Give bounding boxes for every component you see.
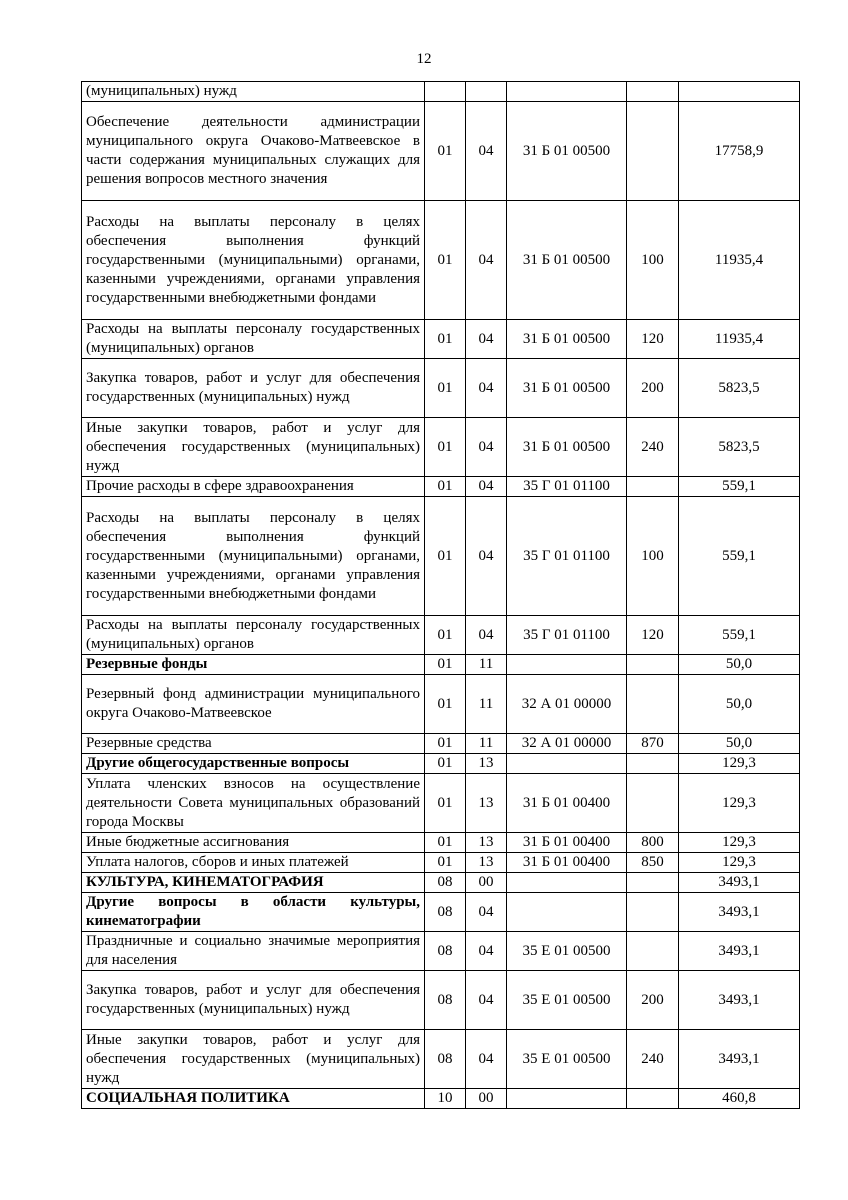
page-number: 12 <box>416 51 432 67</box>
target-article-cell: 31 Б 01 00500 <box>507 359 627 418</box>
amount-cell: 5823,5 <box>679 418 800 477</box>
subsection-code-cell: 04 <box>466 102 507 201</box>
table-row <box>82 497 800 616</box>
expense-type-cell: 850 <box>627 853 679 873</box>
table-row <box>82 774 800 833</box>
table-row <box>82 82 800 102</box>
subsection-code-cell: 00 <box>466 873 507 893</box>
subsection-code-cell: 11 <box>466 734 507 754</box>
row-name-cell: КУЛЬТУРА, КИНЕМАТОГРАФИЯ <box>82 873 425 893</box>
target-article-cell <box>507 873 627 893</box>
subsection-code-cell: 04 <box>466 477 507 497</box>
target-article-cell: 35 Г 01 01100 <box>507 477 627 497</box>
subsection-code-cell: 04 <box>466 1030 507 1089</box>
table-row <box>82 971 800 1030</box>
subsection-code-cell: 13 <box>466 833 507 853</box>
section-code-cell: 01 <box>425 418 466 477</box>
section-code-cell: 01 <box>425 833 466 853</box>
expense-type-cell <box>627 774 679 833</box>
amount-cell: 5823,5 <box>679 359 800 418</box>
expense-type-cell: 870 <box>627 734 679 754</box>
target-article-cell: 35 Е 01 00500 <box>507 1030 627 1089</box>
amount-cell: 559,1 <box>679 616 800 655</box>
table-row <box>82 359 800 418</box>
table-row <box>82 477 800 497</box>
row-name-cell: (муниципальных) нужд <box>82 82 425 102</box>
amount-cell: 50,0 <box>679 675 800 734</box>
section-code-cell: 08 <box>425 893 466 932</box>
target-article-cell: 31 Б 01 00400 <box>507 833 627 853</box>
table-row <box>82 734 800 754</box>
row-name-cell: Уплата налогов, сборов и иных платежей <box>82 853 425 873</box>
expense-type-cell <box>627 655 679 675</box>
row-name-cell: Расходы на выплаты персоналу государственных (муниципальных) органов <box>82 320 425 359</box>
budget-table <box>81 81 800 1109</box>
row-name-cell: Другие общегосударственные вопросы <box>82 754 425 774</box>
target-article-cell: 35 Е 01 00500 <box>507 932 627 971</box>
target-article-cell: 31 Б 01 00500 <box>507 418 627 477</box>
table-row <box>82 320 800 359</box>
expense-type-cell: 240 <box>627 418 679 477</box>
expense-type-cell: 240 <box>627 1030 679 1089</box>
expense-type-cell: 100 <box>627 497 679 616</box>
row-name-cell: Резервный фонд администрации муниципального округа Очаково-Матвеевское <box>82 675 425 734</box>
section-code-cell: 08 <box>425 932 466 971</box>
row-name-cell: Другие вопросы в области культуры, кинематографии <box>82 893 425 932</box>
amount-cell <box>679 82 800 102</box>
section-code-cell: 01 <box>425 497 466 616</box>
amount-cell: 11935,4 <box>679 201 800 320</box>
row-name-cell: Иные бюджетные ассигнования <box>82 833 425 853</box>
amount-cell: 17758,9 <box>679 102 800 201</box>
subsection-code-cell: 04 <box>466 932 507 971</box>
table-row <box>82 655 800 675</box>
row-name-cell: Расходы на выплаты персоналу в целях обеспечения выполнения функций государственными (муниципальными) органами, казенными учреждениями, органами управления государственными внебюджетными фондами <box>82 497 425 616</box>
table-row <box>82 418 800 477</box>
amount-cell: 460,8 <box>679 1089 800 1109</box>
amount-cell: 11935,4 <box>679 320 800 359</box>
amount-cell: 3493,1 <box>679 971 800 1030</box>
target-article-cell: 35 Г 01 01100 <box>507 616 627 655</box>
row-name-cell: Обеспечение деятельности администрации муниципального округа Очаково-Матвеевское в части содержания муниципальных служащих для решения вопросов местного значения <box>82 102 425 201</box>
section-code-cell: 01 <box>425 853 466 873</box>
table-row <box>82 893 800 932</box>
target-article-cell: 31 Б 01 00400 <box>507 774 627 833</box>
row-name-cell: Расходы на выплаты персоналу государственных (муниципальных) органов <box>82 616 425 655</box>
row-name-cell: Расходы на выплаты персоналу в целях обеспечения выполнения функций государственными (муниципальными) органами, казенными учреждениями, органами управления государственными внебюджетными фондами <box>82 201 425 320</box>
expense-type-cell <box>627 932 679 971</box>
subsection-code-cell: 13 <box>466 774 507 833</box>
amount-cell: 3493,1 <box>679 1030 800 1089</box>
amount-cell: 3493,1 <box>679 932 800 971</box>
table-row <box>82 873 800 893</box>
row-name-cell: Уплата членских взносов на осуществление деятельности Совета муниципальных образований города Москвы <box>82 774 425 833</box>
subsection-code-cell: 11 <box>466 675 507 734</box>
row-name-cell: Закупка товаров, работ и услуг для обеспечения государственных (муниципальных) нужд <box>82 971 425 1030</box>
amount-cell: 50,0 <box>679 734 800 754</box>
subsection-code-cell: 04 <box>466 201 507 320</box>
table-row <box>82 675 800 734</box>
table-row <box>82 201 800 320</box>
amount-cell: 3493,1 <box>679 873 800 893</box>
subsection-code-cell: 04 <box>466 893 507 932</box>
row-name-cell: Резервные средства <box>82 734 425 754</box>
table-row <box>82 833 800 853</box>
expense-type-cell <box>627 873 679 893</box>
row-name-cell: Праздничные и социально значимые мероприятия для населения <box>82 932 425 971</box>
section-code-cell: 08 <box>425 1030 466 1089</box>
amount-cell: 129,3 <box>679 833 800 853</box>
section-code-cell: 08 <box>425 873 466 893</box>
section-code-cell: 01 <box>425 477 466 497</box>
expense-type-cell <box>627 893 679 932</box>
amount-cell: 129,3 <box>679 853 800 873</box>
section-code-cell: 01 <box>425 774 466 833</box>
subsection-code-cell: 04 <box>466 359 507 418</box>
row-name-cell: Закупка товаров, работ и услуг для обеспечения государственных (муниципальных) нужд <box>82 359 425 418</box>
section-code-cell <box>425 82 466 102</box>
section-code-cell: 01 <box>425 655 466 675</box>
row-name-cell: СОЦИАЛЬНАЯ ПОЛИТИКА <box>82 1089 425 1109</box>
target-article-cell: 31 Б 01 00400 <box>507 853 627 873</box>
amount-cell: 559,1 <box>679 477 800 497</box>
subsection-code-cell: 04 <box>466 616 507 655</box>
table-row <box>82 932 800 971</box>
subsection-code-cell <box>466 82 507 102</box>
target-article-cell <box>507 893 627 932</box>
expense-type-cell <box>627 82 679 102</box>
expense-type-cell <box>627 1089 679 1109</box>
amount-cell: 3493,1 <box>679 893 800 932</box>
row-name-cell: Иные закупки товаров, работ и услуг для обеспечения государственных (муниципальных) нужд <box>82 1030 425 1089</box>
section-code-cell: 01 <box>425 675 466 734</box>
subsection-code-cell: 11 <box>466 655 507 675</box>
expense-type-cell: 120 <box>627 616 679 655</box>
section-code-cell: 01 <box>425 359 466 418</box>
row-name-cell: Иные закупки товаров, работ и услуг для обеспечения государственных (муниципальных) нужд <box>82 418 425 477</box>
target-article-cell <box>507 655 627 675</box>
amount-cell: 50,0 <box>679 655 800 675</box>
expense-type-cell: 800 <box>627 833 679 853</box>
subsection-code-cell: 04 <box>466 497 507 616</box>
target-article-cell: 31 Б 01 00500 <box>507 201 627 320</box>
table-row <box>82 1089 800 1109</box>
target-article-cell: 32 А 01 00000 <box>507 734 627 754</box>
section-code-cell: 01 <box>425 616 466 655</box>
table-row <box>82 754 800 774</box>
target-article-cell: 31 Б 01 00500 <box>507 102 627 201</box>
section-code-cell: 01 <box>425 201 466 320</box>
section-code-cell: 10 <box>425 1089 466 1109</box>
amount-cell: 559,1 <box>679 497 800 616</box>
target-article-cell: 32 А 01 00000 <box>507 675 627 734</box>
subsection-code-cell: 13 <box>466 754 507 774</box>
expense-type-cell <box>627 102 679 201</box>
section-code-cell: 01 <box>425 754 466 774</box>
target-article-cell: 35 Г 01 01100 <box>507 497 627 616</box>
target-article-cell <box>507 754 627 774</box>
subsection-code-cell: 04 <box>466 418 507 477</box>
target-article-cell <box>507 82 627 102</box>
expense-type-cell: 200 <box>627 971 679 1030</box>
amount-cell: 129,3 <box>679 774 800 833</box>
target-article-cell: 31 Б 01 00500 <box>507 320 627 359</box>
expense-type-cell: 100 <box>627 201 679 320</box>
subsection-code-cell: 00 <box>466 1089 507 1109</box>
section-code-cell: 01 <box>425 320 466 359</box>
table-row <box>82 616 800 655</box>
amount-cell: 129,3 <box>679 754 800 774</box>
subsection-code-cell: 04 <box>466 320 507 359</box>
subsection-code-cell: 04 <box>466 971 507 1030</box>
expense-type-cell <box>627 754 679 774</box>
row-name-cell: Резервные фонды <box>82 655 425 675</box>
expense-type-cell <box>627 477 679 497</box>
budget-table-body <box>82 82 800 1109</box>
section-code-cell: 01 <box>425 734 466 754</box>
table-row <box>82 102 800 201</box>
section-code-cell: 01 <box>425 102 466 201</box>
target-article-cell <box>507 1089 627 1109</box>
target-article-cell: 35 Е 01 00500 <box>507 971 627 1030</box>
row-name-cell: Прочие расходы в сфере здравоохранения <box>82 477 425 497</box>
expense-type-cell: 200 <box>627 359 679 418</box>
expense-type-cell: 120 <box>627 320 679 359</box>
section-code-cell: 08 <box>425 971 466 1030</box>
table-row <box>82 853 800 873</box>
subsection-code-cell: 13 <box>466 853 507 873</box>
expense-type-cell <box>627 675 679 734</box>
table-row <box>82 1030 800 1089</box>
